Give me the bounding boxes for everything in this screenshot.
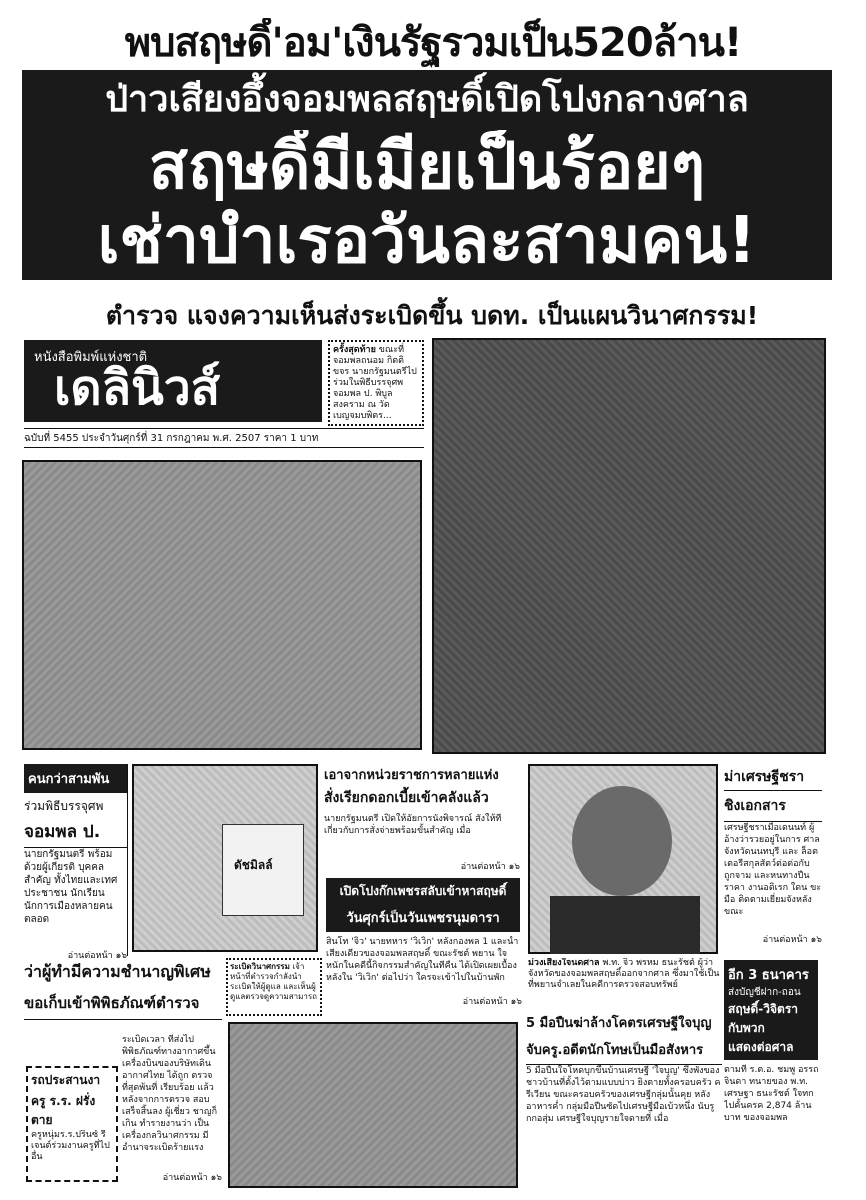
story-3-more[interactable]: อ่านต่อหน้า ๑๖ bbox=[462, 997, 522, 1007]
story-6-title: 5 มือปืนฆ่าล้างโคตรเศรษฐีใจบุญ bbox=[526, 1016, 712, 1031]
portrait-body bbox=[550, 896, 700, 954]
story-6 bbox=[526, 1012, 722, 1188]
caption-soldier-title: ระเบิดวินาศกรรม bbox=[230, 962, 290, 971]
caption-soldier bbox=[226, 958, 322, 1016]
story-2-text: นายกรัฐมนตรี เปิดให้อัยการนั่งพิจารณ์ สั่งให้ที่เกี่ยวกับการสั่งจ่ายพร้อมขั้นสำคัญ เมื่อ bbox=[324, 814, 502, 836]
story-5-title: ว่าผู้ทำมีความชำนาญพิเศษ bbox=[24, 962, 211, 981]
story-5-more[interactable]: อ่านต่อหน้า ๑๖ bbox=[162, 1173, 222, 1183]
story-2-more[interactable]: อ่านต่อหน้า ๑๖ bbox=[460, 862, 520, 872]
story-2 bbox=[324, 764, 520, 874]
story-2-title: เอาจากหน่วยราชการหลายแห่ง bbox=[324, 768, 499, 783]
main-headline-line1: สฤษดิ์มีเมียเป็นร้อยๆ bbox=[148, 130, 706, 204]
box-left-title: รถประสานงา bbox=[31, 1073, 101, 1087]
story-4-text: เศรษฐีชราเมื่อเดนนท์ ผู้อ้างว่ารวยอยู่ในการ ศาลจังหวัดนนทบุรี และ ล็อตเตอรีสกุลสัตว์ต่อต่อกับ ถูกจาม และหนทางปืน ราคา งานอดิเรก ใดน ขะ มือ ติดตามเยี่ยมจังหลัง ขณะ bbox=[724, 823, 822, 917]
story-4-title: ม่าเศรษฐีชรา bbox=[724, 764, 822, 791]
story-7-title: อีก 3 ธนาคาร bbox=[728, 968, 809, 983]
issue-line: ฉบับที่ 5455 ประจำวันศุกร์ที่ 31 กรกฎาคม พ.ศ. 2507 ราคา 1 บาท bbox=[24, 428, 424, 448]
story-3-banner-line1: เปิดโปงก๊กเพชรสลับเข้าหาสฤษดิ์ bbox=[339, 884, 507, 898]
story-1-title: คนกว่าสามพัน bbox=[24, 764, 127, 793]
story-3-banner bbox=[326, 878, 520, 932]
portrait-caption-title: ม่วงเสียงใจนดศาล bbox=[528, 958, 600, 968]
portrait-head bbox=[572, 786, 672, 896]
story-7-text: ตามที่ ร.ต.อ. ชมพู อรรถจินดา ทนายของ พ.ท. เศรษฐา ธนะรัชต์ ใจทกไปคั้นครค 2,874 ล้านบาท ของจอมพล bbox=[724, 1065, 819, 1123]
story-1-text: นายกรัฐมนตรี พร้อมด้วยผู้เกียรติ บุคคลสำคัญ ทั้งไทยและเทศ ประชาชน นักเรียน นักการเมืองหลายคน ตลอด bbox=[24, 849, 118, 925]
story-1-more[interactable]: อ่านต่อหน้า ๑๖ bbox=[67, 951, 127, 961]
box-left bbox=[26, 1066, 118, 1182]
portrait-caption bbox=[528, 958, 720, 1010]
caption-top-title: ครั้งสุดท้าย bbox=[333, 345, 376, 355]
story-4-more[interactable]: อ่านต่อหน้า ๑๖ bbox=[762, 935, 822, 945]
photo-ceremony-right bbox=[432, 338, 826, 754]
box-label: ดัชมิลล์ bbox=[234, 858, 273, 872]
main-headline-block bbox=[22, 130, 832, 280]
story-1 bbox=[24, 764, 128, 961]
top-banner: พบสฤษดิ์'อม'เงินรัฐรวมเป็น520ล้าน! bbox=[124, 20, 742, 66]
police-headline: ตำรวจ แจงความเห็นส่งระเบิดขึ้น บดท. เป็นแผนวินาศกรรม! bbox=[105, 301, 759, 330]
photo-portrait bbox=[528, 764, 718, 954]
story-6-text: 5 มือปืนใจโหดบุกขึ้นบ้านเศรษฐี 'ใจบุญ' ซึ่งพังของชาวบ้านที่ตั้งไว้ตามแบบบ่าว ยิงตายทั้งครอบครัว ครีเวียน ขณะครอบครัวของเศรษฐีกลุ่มนั้นคุย หลังอาหารค่ำ กลุ่มมือปืนซัดไปเศรษฐีมือเบ้วหนึ่ง นับรูกกอสุ่ม เศรษฐีใจบุญรายใจดายที่ เมื่อ bbox=[526, 1066, 721, 1124]
story-5-subtitle: ขอเก็บเข้าพิพิธภัณฑ์ตำรวจ bbox=[24, 985, 222, 1020]
photo-soldier-box bbox=[132, 764, 318, 952]
caption-top-text: ขณะที่จอมพลถนอม กิตติขจร นายกรัฐมนตรีไปร่วมในพิธีบรรจุศพ จอมพล ป. พิบูลสงคราม ณ วัดเบญจมบพิตร... bbox=[333, 345, 417, 421]
story-4 bbox=[724, 764, 822, 956]
photo-group-lower bbox=[228, 1022, 518, 1188]
story-3-text: สินโท 'จิ๋ว' นายทหาร 'วิเวิก' หลังกองพล 1 และน้ำเสียงเดียวของจอมพลสฤษดิ์ ขณะรัชต์ พยาน ใจหนักในคดีนี้กิจกรรมสำคัญในทีคืน ได้เปิดเผยเบื้องหลังใน 'วิเวิก' ต่อไปว่า ใครจะเข้าไปในบ้านพัก bbox=[326, 937, 519, 983]
story-3 bbox=[326, 936, 522, 1016]
story-7-box bbox=[724, 960, 818, 1060]
caption-top bbox=[328, 340, 424, 426]
main-headline-line2: เช่าบำเรอวันละสามคน! bbox=[97, 204, 757, 278]
nameplate-name: เดลินิวส์ bbox=[54, 360, 221, 416]
box-left-text: ครูหนุ่มร.ร.ปริ๊นซ์ รีเจนต์ร่วมงานครูที่ไปอื่น bbox=[31, 1130, 110, 1162]
story-5-text: ระเบิดเวลา ที่ส่งไปพิพิธภัณฑ์ทางอากาศขึ้นเครื่องบินของบริษัทเดินอากาศไทย ได้ถูก ตรวจที่สุดพ้นที่ เรียบร้อย แล้ว หลังจากการตรวจ สอบเสร็จสิ้นลง ผู้เชี่ยว ชาญก็เกิน ทำรายงานว่า เป็นเครื่องกลวินาศกรรม มีอำนาจระเบิดร้ายแรง bbox=[122, 1035, 218, 1153]
caption-soldier-text: เจ้าหน้าที่ตำรวจกำลังนำระเบิดให้ผู้ดูแล และเห็นผู้ดูแลตรวจดูความสามารถ bbox=[230, 962, 318, 1001]
story-7-line5: แสดงต่อศาล bbox=[728, 1040, 794, 1054]
story-1-subtitle2: จอมพล ป. bbox=[24, 816, 127, 848]
story-3-banner-line2: วันศุกร์เป็นวันเพชรนุมดารา bbox=[346, 911, 500, 926]
story-6-subtitle: จับครู.อดีตนักโทษเป็นมือสังหาร bbox=[526, 1033, 722, 1065]
sub-banner: ป่าวเสียงอึ้งจอมพลสฤษดิ์เปิดโปงกลางศาล bbox=[22, 70, 832, 130]
story-1-subtitle: ร่วมพิธีบรรจุศพ bbox=[24, 799, 104, 813]
nameplate bbox=[24, 340, 322, 422]
story-7-line2: ส่งบัญชีฝาก-ถอน bbox=[728, 987, 801, 998]
story-4-subtitle: ชิงเอกสาร bbox=[724, 791, 822, 822]
nameplate-tag: หนังสือพิมพ์แห่งชาติ bbox=[34, 350, 148, 365]
photo-crowd-left bbox=[22, 460, 422, 750]
story-7-line3: สฤษดิ์-วิจิตรา bbox=[728, 1002, 799, 1016]
portrait-caption-text: พ.ท. จิว พรหม ธนะรัชต์ ผู้ว่าจังหวัดของจอมพลสฤษดิ์ออกจากศาล ซึ่งมาใช้เป็นที่พยานจำเลยในคดีการตรวจสอบทรัพย์ bbox=[528, 958, 720, 990]
story-2-subtitle: สั่งเรียกดอกเบี้ยเข้าคลังแล้ว bbox=[324, 790, 489, 806]
box-left-subtitle: ครู ร.ร. ฝรั่งตาย bbox=[31, 1094, 96, 1127]
story-7-line4: กับพวก bbox=[728, 1021, 765, 1035]
